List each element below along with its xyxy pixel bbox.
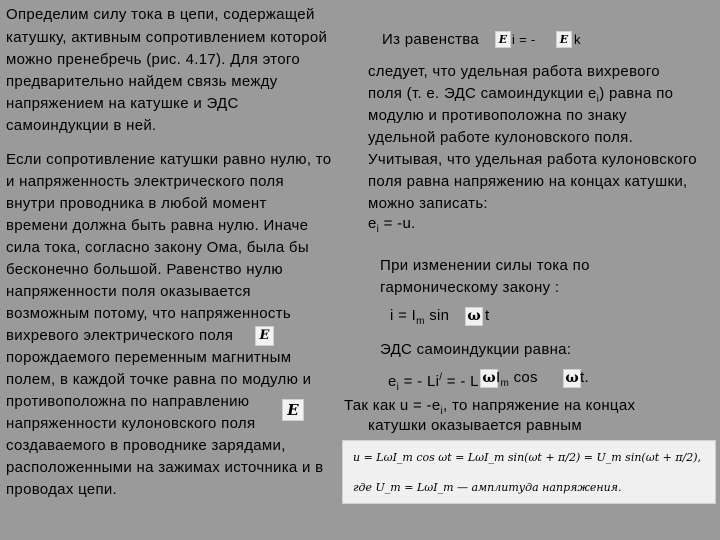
emf-formula: $e_i$ = - Li/ = - L bbox=[388, 372, 479, 393]
left-text-line: сила тока, согласно закону Ома, была бы bbox=[6, 239, 309, 256]
voltage-formula-line: u = LωI_m cos ωt = LωI_m sin(ωt + π/2) = U_m sin(ωt + π/2), bbox=[353, 451, 702, 464]
current-formula: $i = I_m$ sin bbox=[390, 307, 450, 327]
right-text-line: следует, что удельная работа вихревого bbox=[368, 63, 660, 80]
left-text-line: бесконечно большой. Равенство нулю bbox=[6, 261, 283, 278]
current-formula-tail: t bbox=[485, 307, 490, 324]
right-text-line: Так как $u = -e_i$, то напряжение на концах bbox=[344, 397, 636, 417]
right-text-line: катушки оказывается равным bbox=[368, 417, 582, 434]
emf-formula-tail: t. bbox=[580, 369, 589, 386]
left-text-line: проводах цепи. bbox=[6, 481, 118, 498]
vector-e-icon: E bbox=[495, 31, 511, 48]
equation-end: k bbox=[574, 32, 581, 47]
right-text-line: $e_i = -u$. bbox=[368, 215, 416, 235]
amplitude-note: где U_m = LωI_m — амплитуда напряжения. bbox=[353, 481, 622, 494]
left-text-line: самоиндукции в ней. bbox=[6, 117, 157, 134]
left-text-line: Если сопротивление катушки равно нулю, то bbox=[6, 151, 332, 168]
omega-icon: ω bbox=[465, 307, 483, 326]
voltage-formula-box bbox=[342, 440, 716, 504]
left-text-line: Определим силу тока в цепи, содержащей bbox=[6, 6, 315, 23]
equation-middle: i = - bbox=[512, 32, 536, 47]
right-text-line: Из равенства bbox=[382, 31, 480, 48]
left-text-line: напряженности кулоновского поля bbox=[6, 415, 256, 432]
left-text-line: возможным потому, что напряженность bbox=[6, 305, 291, 322]
left-text-line: порождаемого переменным магнитным bbox=[6, 349, 292, 366]
left-text-line: катушку, активным сопротивлением которой bbox=[6, 29, 328, 46]
right-text-line: можно записать: bbox=[368, 195, 488, 212]
omega-icon: ω bbox=[563, 369, 581, 388]
left-text-line: вихревого электрического поля bbox=[6, 327, 234, 344]
left-text-line: противоположна по направлению bbox=[6, 393, 250, 410]
left-text-line: напряжением на катушке и ЭДС bbox=[6, 95, 239, 112]
left-text-line: создаваемого в проводнике зарядами, bbox=[6, 437, 286, 454]
right-text-line: Учитывая, что удельная работа кулоновского bbox=[368, 151, 697, 168]
right-text-line: При изменении силы тока по bbox=[380, 257, 590, 274]
right-text-line: гармоническому закону : bbox=[380, 279, 560, 296]
left-text-line: предварительно найдем связь между bbox=[6, 73, 278, 90]
left-text-line: внутри проводника в любой момент bbox=[6, 195, 267, 212]
omega-icon: ω bbox=[480, 369, 498, 388]
right-text-line: удельной работе кулоновского поля. bbox=[368, 129, 634, 146]
left-text-line: полем, в каждой точке равна по модулю и bbox=[6, 371, 312, 388]
emf-title: ЭДС самоиндукции равна: bbox=[380, 341, 572, 358]
emf-formula-mid: $I_m$ cos bbox=[496, 369, 538, 389]
left-text-line: можно пренебречь (рис. 4.17). Для этого bbox=[6, 51, 300, 68]
vector-e-icon: E bbox=[255, 326, 274, 346]
vector-e-icon: E bbox=[556, 31, 572, 48]
left-text-line: и напряженность электрического поля bbox=[6, 173, 284, 190]
vector-e-icon: E bbox=[282, 399, 304, 421]
left-text-line: расположенными на зажимах источника и в bbox=[6, 459, 324, 476]
right-text-line: поля (т. е. ЭДС самоиндукции $e_i$) равна по bbox=[368, 85, 674, 105]
right-text-line: поля равна напряжению на концах катушки, bbox=[368, 173, 688, 190]
right-text-line: модулю и противоположна по знаку bbox=[368, 107, 627, 124]
left-text-line: времени должна быть равна нулю. Иначе bbox=[6, 217, 309, 234]
left-text-line: напряженности поля оказывается bbox=[6, 283, 251, 300]
